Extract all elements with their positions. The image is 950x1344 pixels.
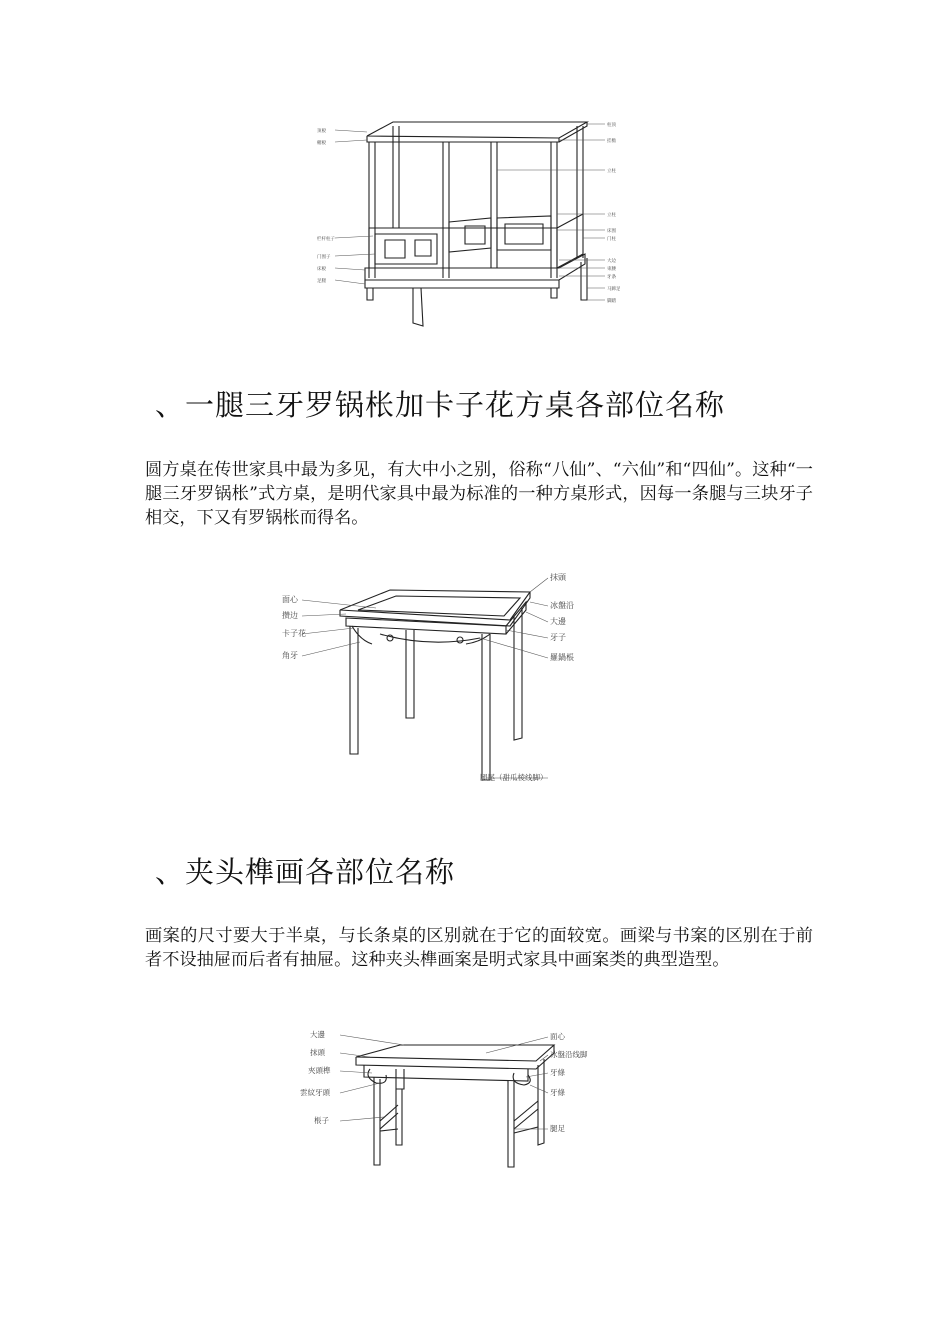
table-label-left-1: 攒边 <box>282 611 298 620</box>
section3-paragraph: 画案的尺寸要大于半桌，与长条桌的区别就在于它的面较宽。画梁与书案的区别在于前者不设抽屉而后者有抽屉。这种夹头榫画案是明式家具中画案类的典型造型。 <box>145 926 813 970</box>
canopy-bed-figure <box>315 118 620 333</box>
bed-label-left-4: 门围子 <box>317 255 331 260</box>
section2-paragraph: 圆方桌在传世家具中最为多见，有大中小之别，俗称“八仙”、“六仙”和“四仙”。这种“一腿三牙罗锅枨”式方桌，是明代家具中最为标准的一种方桌形式，因每一条腿与三块牙子相交，下又有罗锅枨而得名。 <box>145 460 813 528</box>
table-label-left-2: 卡子花 <box>282 629 306 638</box>
painting-label-left-1: 抹頭 <box>310 1048 325 1057</box>
bed-label-left-6: 足腿 <box>317 279 326 284</box>
painting-label-left-2: 夾頭榫 <box>308 1066 331 1075</box>
bed-label-left-1: 楣板 <box>317 141 326 146</box>
bed-label-right-0: 柱顶 <box>607 123 616 128</box>
painting-table-figure <box>300 1025 620 1170</box>
bed-label-right-3: 立柱 <box>607 213 616 218</box>
painting-label-right-2: 牙條 <box>550 1068 565 1077</box>
section2-heading: 、一腿三牙罗锅枨加卡子花方桌各部位名称 <box>155 388 726 422</box>
bed-label-right-2: 立柱 <box>607 169 616 174</box>
section3-heading: 、夹头榫画各部位名称 <box>155 855 456 889</box>
bed-label-right-7: 束腰 <box>607 267 616 272</box>
table-label-right-5: 腿尾（甜瓜棱线脚） <box>480 773 548 782</box>
painting-label-right-0: 面心 <box>550 1032 565 1041</box>
table-label-left-3: 角牙 <box>282 651 298 660</box>
bed-label-left-5: 床板 <box>317 267 326 272</box>
bed-label-right-1: 挂檐 <box>607 139 616 144</box>
painting-table-drawing <box>300 1025 620 1170</box>
bed-label-right-10: 脚踏 <box>607 299 616 304</box>
table-label-right-1: 冰盤沿 <box>550 601 574 610</box>
painting-label-right-3: 牙條 <box>550 1088 565 1097</box>
painting-label-right-1: 冰盤沿线脚 <box>550 1050 588 1059</box>
painting-label-left-3: 雲紋牙頭 <box>300 1088 330 1097</box>
bed-label-left-3: 栏杆柱子 <box>317 237 335 242</box>
bed-label-right-9: 马蹄足 <box>607 287 620 292</box>
painting-label-left-0: 大邊 <box>310 1030 325 1039</box>
bed-label-right-5: 门柱 <box>607 237 616 242</box>
square-table-drawing <box>280 568 620 793</box>
painting-label-left-4: 棖子 <box>314 1116 329 1125</box>
bed-label-left-0: 顶板 <box>317 129 326 134</box>
canopy-bed-drawing <box>315 118 620 333</box>
bed-label-right-8: 牙条 <box>607 275 616 280</box>
table-label-right-3: 牙子 <box>550 633 566 642</box>
table-label-right-4: 羅鍋棖 <box>550 653 574 662</box>
bed-label-right-4: 床围 <box>607 229 616 234</box>
table-label-right-0: 抹頭 <box>550 573 566 582</box>
table-label-right-2: 大邊 <box>550 617 566 626</box>
painting-label-right-4: 腿足 <box>550 1124 565 1133</box>
table-label-left-0: 面心 <box>282 595 298 604</box>
square-table-figure <box>280 568 620 793</box>
bed-label-right-6: 大边 <box>607 259 616 264</box>
